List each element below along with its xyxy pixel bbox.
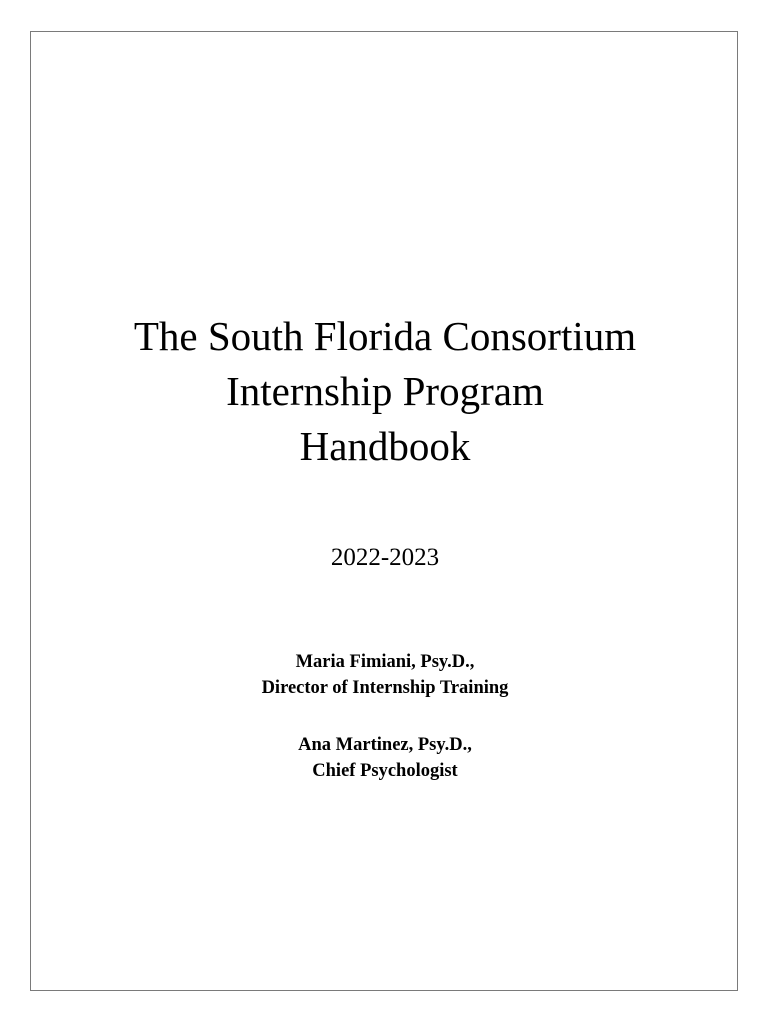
- title-line-3: Handbook: [299, 423, 471, 469]
- page-border: [30, 31, 738, 991]
- contact-name: Maria Fimiani, Psy.D.,: [295, 652, 475, 672]
- contact-block-director: [0, 649, 770, 701]
- title-line-1: The South Florida Consortium: [133, 313, 637, 359]
- contact-block-chief: [0, 732, 770, 784]
- document-title: [0, 309, 770, 474]
- title-line-2: Internship Program: [226, 368, 544, 414]
- contact-role: Chief Psychologist: [312, 761, 458, 781]
- contact-role: Director of Internship Training: [261, 678, 509, 698]
- academic-year: 2022-2023: [330, 544, 440, 571]
- contact-name: Ana Martinez, Psy.D.,: [298, 735, 472, 755]
